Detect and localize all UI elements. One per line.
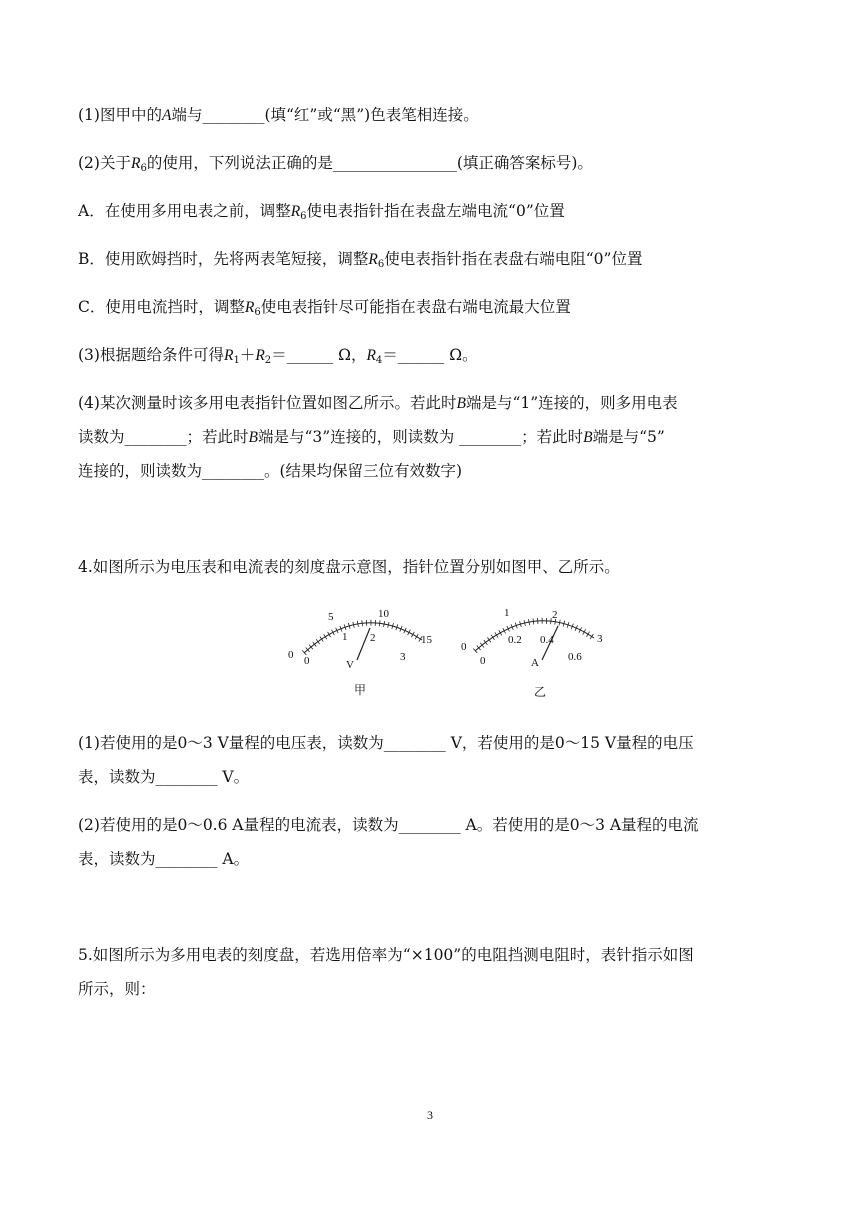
terminal-b-label: B (248, 429, 258, 446)
resistor-subscript: 6 (254, 307, 261, 318)
amp-caption: 乙 (534, 685, 547, 699)
q4-part1-line1: (1)若使用的是0～3 V量程的电压表，读数为________ V，若使用的是0～15 V量程的电压 (78, 734, 694, 752)
meter-diagram (282, 598, 622, 708)
resistor-subscript: 6 (140, 163, 147, 174)
amp-outer-label-2: 2 (552, 609, 558, 621)
amp-inner-label-0: 0 (480, 655, 486, 667)
q3-part4-text-6: 连接的，则读数为________。(结果均保留三位有效数字) (78, 462, 463, 480)
resistor-symbol: R (255, 347, 265, 364)
meter-figure (282, 598, 622, 708)
plus-sign: ＋ (239, 346, 256, 364)
resistor-symbol: R (366, 347, 376, 364)
volt-outer-label-5: 5 (328, 611, 334, 623)
q3-part3-text: (3)根据题给条件可得 (78, 346, 224, 364)
resistor-subscript: 1 (233, 355, 240, 366)
option-c-text-end: 使电表指针尽可能指在表盘右端电流最大位置 (260, 298, 571, 316)
volt-outer-label-0: 0 (288, 649, 294, 661)
q3-part4-text-4: 端是与“3”连接的，则读数为 ________；若此时 (257, 428, 584, 446)
q3-part2 (78, 152, 593, 180)
voltmeter-needle (357, 628, 370, 660)
q4-part2-line2: 表，读数为________ A。 (78, 850, 250, 868)
q5-line2: 所示，则： (78, 980, 156, 998)
resistor-symbol: R (290, 203, 301, 220)
voltmeter-dial (288, 608, 433, 697)
amp-outer-label-0: 0 (461, 641, 467, 653)
volt-caption: 甲 (354, 683, 367, 697)
q4-stem: 4.如图所示为电压表和电流表的刻度盘示意图，指针位置分别如图甲、乙所示。 (78, 558, 620, 576)
q3-part4-text-2: 端是与“1”连接的，则多用电表 (465, 394, 678, 412)
terminal-b-label: B (583, 429, 593, 446)
volt-inner-label-1: 1 (342, 631, 348, 643)
q3-option-c (78, 296, 571, 324)
amp-unit-label: A (531, 657, 539, 669)
q3-part4-text-5: 端是与“5” (592, 428, 665, 446)
resistor-subscript: 4 (375, 355, 383, 366)
amp-outer-label-1: 1 (504, 607, 510, 619)
resistor-subscript: 6 (300, 211, 307, 222)
option-b-text: B．使用欧姆挡时，先将两表笔短接，调整 (78, 250, 369, 268)
resistor-subscript: 6 (377, 259, 385, 270)
q3-part4-text: (4)某次测量时该多用电表指针位置如图乙所示。若此时 (78, 394, 457, 412)
q3-part4-text-3: 读数为________；若此时 (78, 428, 249, 446)
q3-part4-line1 (78, 392, 678, 415)
ammeter-arc (475, 621, 594, 651)
q5-line1: 5.如图所示为多用电表的刻度盘，若选用倍率为“×100”的电阻挡测电阻时，表针指示如图 (78, 946, 694, 964)
amp-outer-label-3: 3 (597, 633, 603, 645)
option-c-text: C．使用电流挡时，调整 (78, 298, 245, 316)
q4-part1-line2: 表，读数为________ V。 (78, 768, 250, 786)
resistor-symbol: R (223, 347, 234, 364)
volt-inner-label-2: 2 (370, 632, 376, 644)
volt-unit-label: V (346, 659, 354, 671)
resistor-subscript: 2 (264, 355, 272, 366)
voltmeter-arc (304, 623, 422, 653)
ammeter-ticks (475, 621, 594, 651)
q3-part4-line3 (78, 460, 462, 482)
resistor-symbol: R (368, 251, 378, 268)
page-number: 3 (427, 1108, 433, 1122)
terminal-a-label: A (161, 107, 172, 124)
q3-part3-blank-2: ＝______ Ω。 (382, 346, 478, 364)
option-b-text-end: 使电表指针指在表盘右端电阻“0”位置 (384, 250, 643, 268)
amp-inner-label-0-6: 0.6 (568, 651, 582, 663)
q3-option-b (78, 248, 642, 276)
q4-part2-line1: (2)若使用的是0～0.6 A量程的电流表，读数为________ A。若使用的是0～3 A量程的电流 (78, 816, 699, 834)
voltmeter-ticks (304, 623, 422, 653)
resistor-symbol: R (244, 299, 255, 316)
terminal-b-label: B (456, 395, 466, 412)
q3-part2-text: (2)关于 (78, 154, 131, 172)
volt-inner-label-3: 3 (400, 651, 406, 663)
q3-part1-text-end: 端与________(填“红”或“黑”)色表笔相连接。 (171, 106, 479, 124)
ammeter-dial (461, 607, 603, 699)
amp-inner-label-0-4: 0.4 (540, 634, 554, 646)
q3-option-a (78, 200, 565, 228)
resistor-symbol: R (130, 155, 141, 172)
option-a-text-end: 使电表指针指在表盘左端电流“0”位置 (306, 202, 565, 220)
q3-part4-line2 (78, 426, 665, 449)
q3-part1 (78, 104, 479, 127)
volt-outer-label-15: 15 (421, 634, 432, 646)
volt-outer-label-10: 10 (378, 608, 389, 620)
q3-part3-blank-1: ＝______ Ω， (271, 346, 367, 364)
option-a-text: A．在使用多用电表之前，调整 (78, 202, 291, 220)
q3-part2-text-end: 的使用，下列说法正确的是________________(填正确答案标号)。 (146, 154, 593, 172)
q3-part3 (78, 344, 478, 372)
amp-inner-label-0-2: 0.2 (508, 634, 522, 646)
q3-part1-text: (1)图甲中的 (78, 106, 162, 124)
volt-inner-label-0: 0 (304, 655, 310, 667)
